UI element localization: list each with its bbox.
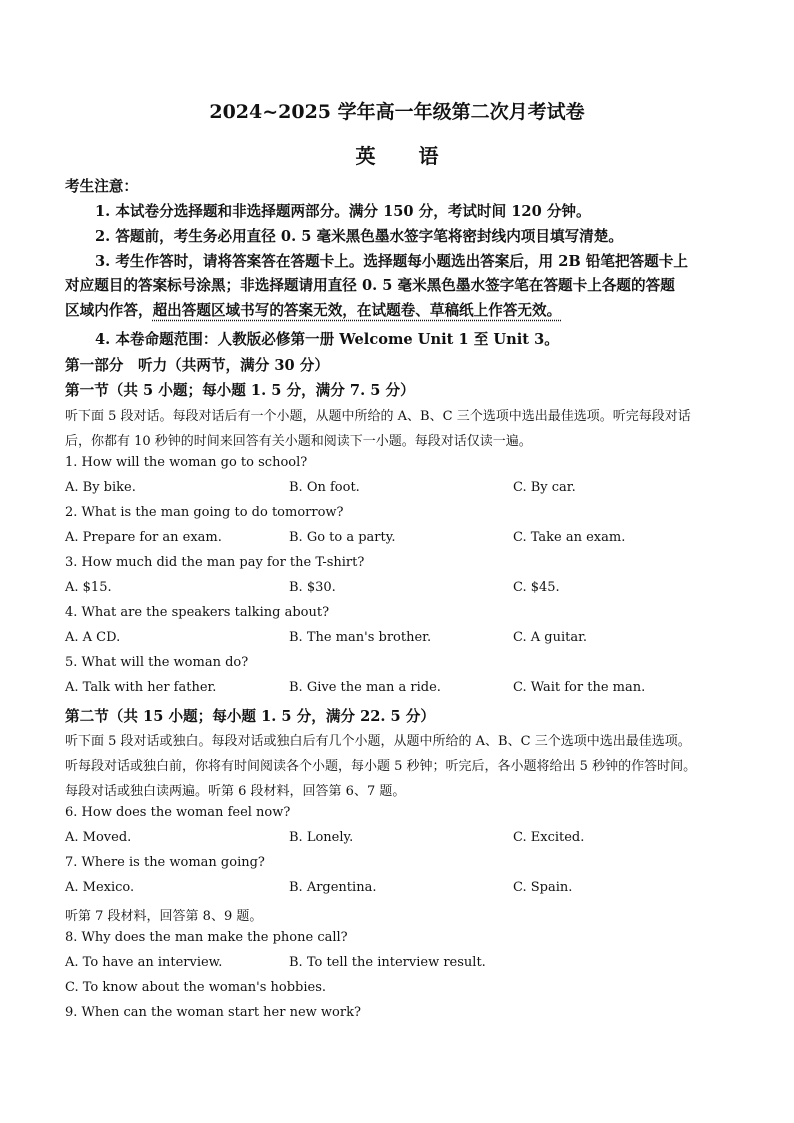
- notice-item-3-end-a: 区域内作答，: [65, 302, 153, 319]
- q6-option-b: B. Lonely.: [289, 830, 354, 845]
- q2-option-b: B. Go to a party.: [289, 530, 396, 545]
- notice-item-1: 1. 本试卷分选择题和非选择题两部分。满分 150 分，考试时间 120 分钟。: [95, 203, 591, 220]
- section1-instructions-2: 后，你都有 10 秒钟的时间来回答有关小题和阅读下一小题。每段对话仅读一遍。: [65, 434, 532, 449]
- q1-option-c: C. By car.: [513, 480, 576, 495]
- exam-title: 2024~2025 学年高一年级第二次月考试卷: [209, 101, 585, 123]
- notice-item-3: 3. 考生作答时，请将答案答在答题卡上。选择题每小题选出答案后，用 2B 铅笔把答题卡上: [95, 253, 688, 270]
- q3-option-a: A. $15.: [65, 580, 112, 595]
- q1-option-b: B. On foot.: [289, 480, 360, 495]
- notice-item-3-cont: 对应题目的答案标号涂黑；非选择题请用直径 0. 5 毫米黑色墨水签字笔在答题卡上各题的答题: [65, 277, 675, 294]
- notice-heading: 考生注意：: [65, 178, 138, 195]
- q5-option-c: C. Wait for the man.: [513, 680, 646, 695]
- question-8: 8. Why does the man make the phone call?: [65, 930, 348, 945]
- q4-option-b: B. The man's brother.: [289, 630, 432, 645]
- question-6: 6. How does the woman feel now?: [65, 805, 291, 820]
- q5-option-b: B. Give the man a ride.: [289, 680, 441, 695]
- question-4: 4. What are the speakers talking about?: [65, 605, 330, 620]
- subject-title: 英 语: [355, 144, 457, 168]
- notice-item-3-end: [65, 299, 561, 320]
- q3-option-b: B. $30.: [289, 580, 336, 595]
- notice-item-3-emphasis: 超出答题区域书写的答案无效，在试题卷、草稿纸上作答无效。: [152, 302, 562, 319]
- q7-option-c: C. Spain.: [513, 880, 573, 895]
- section2-instructions-1: 听下面 5 段对话或独白。每段对话或独白后有几个小题，从题中所给的 A、B、C 三个选项中选出最佳选项。: [65, 734, 691, 749]
- q4-option-a: A. A CD.: [65, 630, 121, 645]
- q3-option-c: C. $45.: [513, 580, 560, 595]
- q6-option-a: A. Moved.: [65, 830, 132, 845]
- q7-option-a: A. Mexico.: [65, 880, 135, 895]
- section1-instructions-1: 听下面 5 段对话。每段对话后有一个小题，从题中所给的 A、B、C 三个选项中选出最佳选项。听完每段对话: [65, 409, 691, 424]
- question-9: 9. When can the woman start her new work?: [65, 1005, 361, 1020]
- section2-instructions-2: 听每段对话或独白前，你将有时间阅读各个小题，每小题 5 秒钟；听完后，各小题将给出 5 秒钟的作答时间。: [65, 759, 697, 774]
- notice-item-4: 4. 本卷命题范围：人教版必修第一册 Welcome Unit 1 至 Unit 3。: [95, 331, 559, 348]
- part1-heading: 第一部分 听力（共两节，满分 30 分）: [65, 357, 329, 374]
- section1-heading: 第一节（共 5 小题；每小题 1. 5 分，满分 7. 5 分）: [65, 382, 415, 399]
- question-3: 3. How much did the man pay for the T-shirt?: [65, 555, 365, 570]
- question-1: 1. How will the woman go to school?: [65, 455, 308, 470]
- section2-heading: 第二节（共 15 小题；每小题 1. 5 分，满分 22. 5 分）: [65, 708, 435, 725]
- question-5: 5. What will the woman do?: [65, 655, 249, 670]
- q2-option-c: C. Take an exam.: [513, 530, 626, 545]
- q2-option-a: A. Prepare for an exam.: [65, 530, 222, 545]
- question-2: 2. What is the man going to do tomorrow?: [65, 505, 344, 520]
- q8-option-b: B. To tell the interview result.: [289, 955, 486, 970]
- section2-instructions-3: 每段对话或独白读两遍。听第 6 段材料，回答第 6、7 题。: [65, 784, 406, 799]
- q5-option-a: A. Talk with her father.: [65, 680, 217, 695]
- q1-option-a: A. By bike.: [65, 480, 136, 495]
- q8-option-a: A. To have an interview.: [65, 955, 223, 970]
- q4-option-c: C. A guitar.: [513, 630, 588, 645]
- q7-option-b: B. Argentina.: [289, 880, 377, 895]
- q8-option-c: C. To know about the woman's hobbies.: [65, 980, 327, 995]
- q6-option-c: C. Excited.: [513, 830, 585, 845]
- material-7-note: 听第 7 段材料，回答第 8、9 题。: [65, 909, 263, 924]
- question-7: 7. Where is the woman going?: [65, 855, 265, 870]
- notice-item-2: 2. 答题前，考生务必用直径 0. 5 毫米黑色墨水签字笔将密封线内项目填写清楚。: [95, 228, 623, 245]
